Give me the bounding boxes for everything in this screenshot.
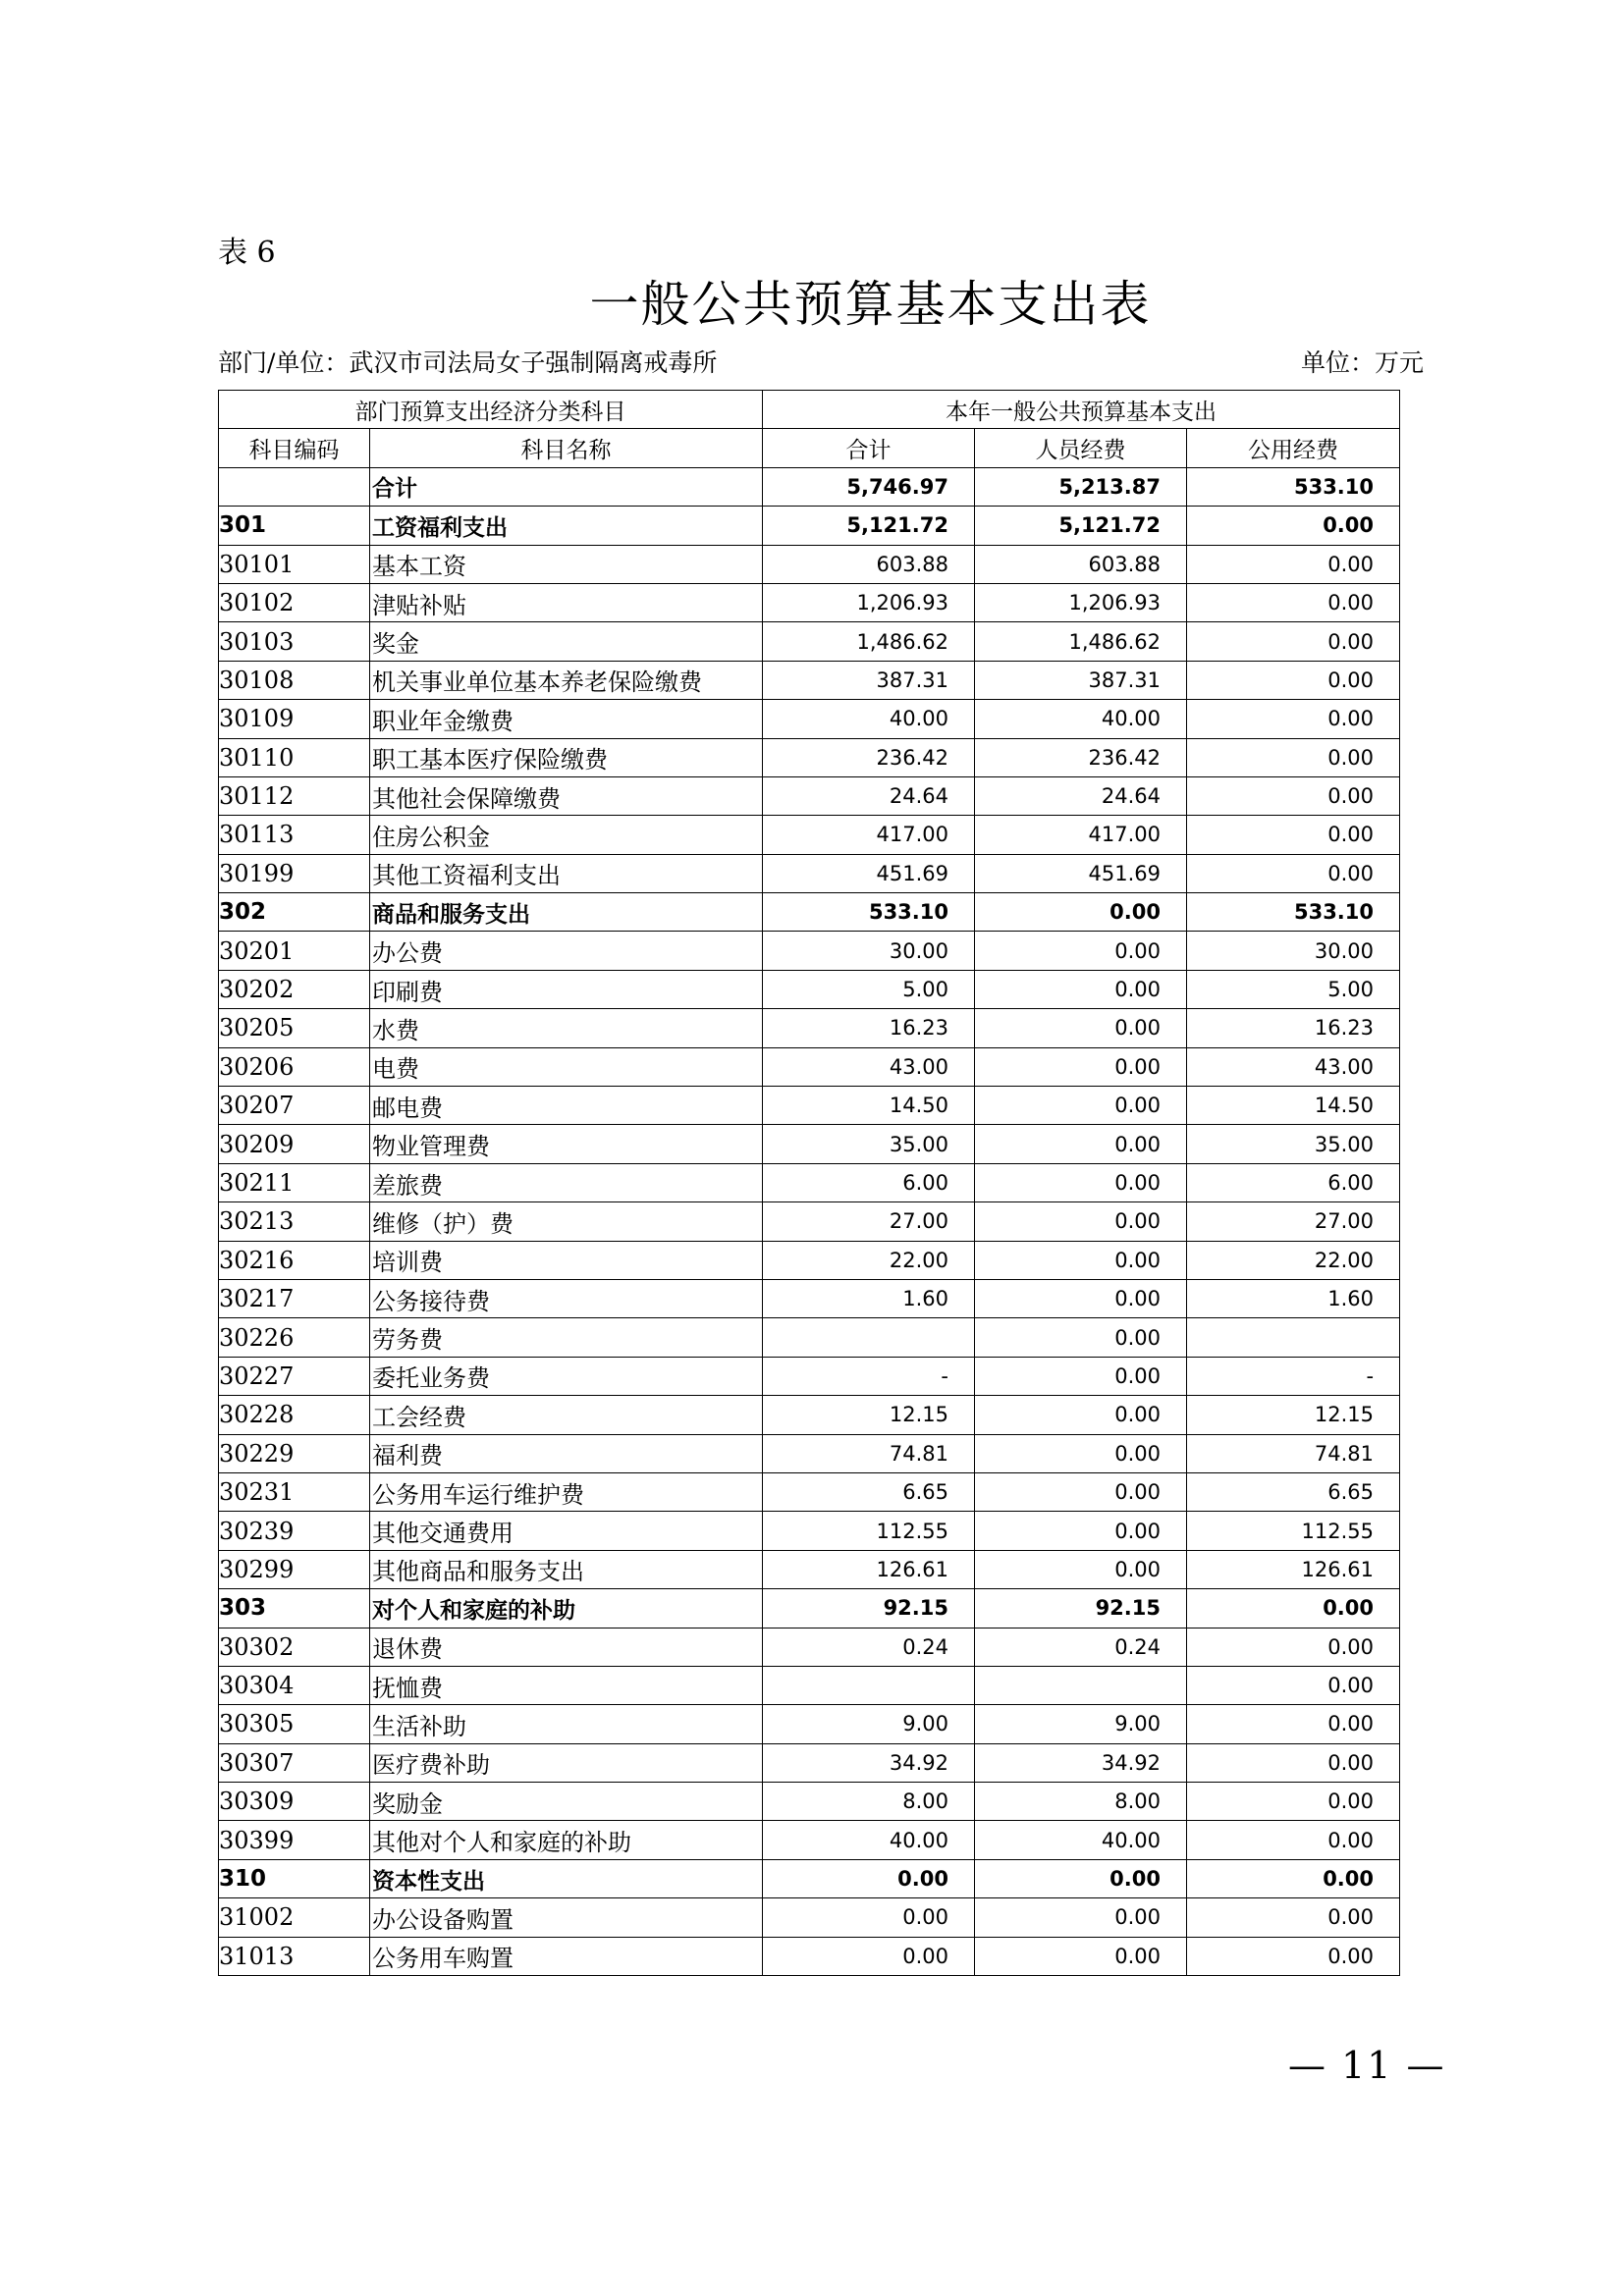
cell-personnel: 34.92	[975, 1743, 1187, 1782]
table-row	[219, 1666, 1400, 1704]
table-row	[219, 661, 1400, 699]
cell-total: 22.00	[763, 1241, 975, 1279]
cell-personnel: 236.42	[975, 738, 1187, 776]
table-row	[219, 1279, 1400, 1317]
table-row	[219, 1009, 1400, 1047]
cell-total: 112.55	[763, 1512, 975, 1550]
cell-code: 30209	[219, 1125, 370, 1163]
cell-personnel: 0.00	[975, 1434, 1187, 1472]
cell-name: 印刷费	[370, 970, 763, 1008]
cell-public: 112.55	[1187, 1512, 1400, 1550]
cell-personnel: 0.00	[975, 1318, 1187, 1357]
cell-public: 0.00	[1187, 1628, 1400, 1666]
cell-name: 住房公积金	[370, 816, 763, 854]
cell-code: 30217	[219, 1279, 370, 1317]
page-number: — 11 —	[1288, 2044, 1446, 2087]
cell-total: 30.00	[763, 932, 975, 970]
cell-personnel: 0.00	[975, 1241, 1187, 1279]
unit-label: 单位：万元	[1300, 348, 1424, 377]
cell-total: 74.81	[763, 1434, 975, 1472]
cell-code: 30309	[219, 1783, 370, 1821]
cell-code: 30216	[219, 1241, 370, 1279]
cell-personnel: 0.00	[975, 1125, 1187, 1163]
cell-public: 533.10	[1187, 893, 1400, 932]
cell-personnel: 0.00	[975, 1047, 1187, 1086]
cell-name: 抚恤费	[370, 1666, 763, 1704]
cell-code: 30226	[219, 1318, 370, 1357]
cell-personnel: 0.00	[975, 1550, 1187, 1588]
cell-public: 43.00	[1187, 1047, 1400, 1086]
budget-table	[218, 390, 1400, 1976]
cell-name: 水费	[370, 1009, 763, 1047]
cell-public: 0.00	[1187, 507, 1400, 545]
cell-personnel: 9.00	[975, 1705, 1187, 1743]
cell-name: 邮电费	[370, 1087, 763, 1125]
table-row	[219, 545, 1400, 583]
cell-public: 12.15	[1187, 1396, 1400, 1434]
cell-name: 工资福利支出	[370, 507, 763, 545]
cell-total: 27.00	[763, 1202, 975, 1241]
cell-public: 27.00	[1187, 1202, 1400, 1241]
cell-code: 30231	[219, 1472, 370, 1511]
cell-total	[763, 1318, 975, 1357]
cell-personnel: 0.00	[975, 1396, 1187, 1434]
table-row	[219, 1512, 1400, 1550]
cell-personnel: 24.64	[975, 776, 1187, 815]
cell-personnel: 1,486.62	[975, 622, 1187, 661]
cell-name: 职业年金缴费	[370, 700, 763, 738]
cell-total: 451.69	[763, 854, 975, 892]
cell-name: 职工基本医疗保险缴费	[370, 738, 763, 776]
cell-code: 30113	[219, 816, 370, 854]
cell-public: 0.00	[1187, 1859, 1400, 1897]
cell-personnel: 0.00	[975, 1009, 1187, 1047]
table-row	[219, 816, 1400, 854]
cell-total: 5,746.97	[763, 467, 975, 506]
cell-code: 30108	[219, 661, 370, 699]
header-column-row	[219, 429, 1400, 467]
cell-public: 0.00	[1187, 776, 1400, 815]
cell-name: 奖励金	[370, 1783, 763, 1821]
table-row	[219, 1898, 1400, 1937]
table-row	[219, 738, 1400, 776]
cell-total: 0.00	[763, 1859, 975, 1897]
cell-total: 533.10	[763, 893, 975, 932]
cell-public: 0.00	[1187, 738, 1400, 776]
cell-total: 0.24	[763, 1628, 975, 1666]
cell-total: 92.15	[763, 1589, 975, 1628]
cell-code: 30239	[219, 1512, 370, 1550]
cell-personnel: 417.00	[975, 816, 1187, 854]
cell-total: 12.15	[763, 1396, 975, 1434]
cell-name: 医疗费补助	[370, 1743, 763, 1782]
cell-code: 30103	[219, 622, 370, 661]
cell-name: 奖金	[370, 622, 763, 661]
table-row	[219, 1087, 1400, 1125]
cell-code: 301	[219, 507, 370, 545]
table-row	[219, 1163, 1400, 1201]
cell-total: 24.64	[763, 776, 975, 815]
cell-code: 30229	[219, 1434, 370, 1472]
cell-personnel: 603.88	[975, 545, 1187, 583]
cell-name: 公务用车购置	[370, 1937, 763, 1975]
cell-public: 0.00	[1187, 1783, 1400, 1821]
cell-code: 31013	[219, 1937, 370, 1975]
cell-code: 30199	[219, 854, 370, 892]
cell-name: 物业管理费	[370, 1125, 763, 1163]
table-row	[219, 1472, 1400, 1511]
cell-name: 委托业务费	[370, 1357, 763, 1395]
cell-total: 387.31	[763, 661, 975, 699]
cell-code: 30102	[219, 583, 370, 621]
cell-total: 6.65	[763, 1472, 975, 1511]
cell-code: 31002	[219, 1898, 370, 1937]
cell-public: 0.00	[1187, 1898, 1400, 1937]
table-row	[219, 467, 1400, 506]
table-row	[219, 1357, 1400, 1395]
cell-code: 30399	[219, 1821, 370, 1859]
cell-name: 其他社会保障缴费	[370, 776, 763, 815]
cell-public: 6.00	[1187, 1163, 1400, 1201]
cell-personnel: 0.00	[975, 970, 1187, 1008]
table-row	[219, 932, 1400, 970]
cell-code: 30302	[219, 1628, 370, 1666]
cell-public: 14.50	[1187, 1087, 1400, 1125]
header-personnel: 人员经费	[975, 429, 1187, 467]
cell-public: 0.00	[1187, 1937, 1400, 1975]
cell-name: 其他交通费用	[370, 1512, 763, 1550]
cell-name: 合计	[370, 467, 763, 506]
header-group-row	[219, 391, 1400, 429]
cell-total: 8.00	[763, 1783, 975, 1821]
cell-personnel: 0.00	[975, 1472, 1187, 1511]
table-body	[219, 467, 1400, 1975]
table-row	[219, 1125, 1400, 1163]
cell-total	[763, 1666, 975, 1704]
cell-code: 30211	[219, 1163, 370, 1201]
table-row	[219, 1743, 1400, 1782]
cell-total: 40.00	[763, 1821, 975, 1859]
page-title-text: 一般公共预算基本支出表	[589, 276, 1152, 333]
cell-personnel: 0.00	[975, 893, 1187, 932]
cell-total: 14.50	[763, 1087, 975, 1125]
cell-public: 0.00	[1187, 583, 1400, 621]
cell-total: 1,206.93	[763, 583, 975, 621]
cell-name: 津贴补贴	[370, 583, 763, 621]
table-row	[219, 776, 1400, 815]
cell-personnel: 0.00	[975, 1859, 1187, 1897]
cell-name: 其他对个人和家庭的补助	[370, 1821, 763, 1859]
cell-name: 资本性支出	[370, 1859, 763, 1897]
cell-name: 公务用车运行维护费	[370, 1472, 763, 1511]
cell-public: 16.23	[1187, 1009, 1400, 1047]
table-row	[219, 700, 1400, 738]
cell-code: 30205	[219, 1009, 370, 1047]
cell-total: 43.00	[763, 1047, 975, 1086]
cell-personnel	[975, 1666, 1187, 1704]
cell-name: 机关事业单位基本养老保险缴费	[370, 661, 763, 699]
cell-public: 35.00	[1187, 1125, 1400, 1163]
cell-public: 1.60	[1187, 1279, 1400, 1317]
cell-public: 0.00	[1187, 1821, 1400, 1859]
page-title	[0, 265, 1623, 336]
cell-code: 30206	[219, 1047, 370, 1086]
cell-total: 34.92	[763, 1743, 975, 1782]
cell-name: 基本工资	[370, 545, 763, 583]
cell-personnel: 1,206.93	[975, 583, 1187, 621]
cell-personnel: 0.00	[975, 1512, 1187, 1550]
table-row	[219, 970, 1400, 1008]
cell-total: 40.00	[763, 700, 975, 738]
cell-total: 126.61	[763, 1550, 975, 1588]
cell-code: 30227	[219, 1357, 370, 1395]
cell-personnel: 387.31	[975, 661, 1187, 699]
header-code: 科目编码	[219, 429, 370, 467]
table-row	[219, 1202, 1400, 1241]
cell-name: 电费	[370, 1047, 763, 1086]
cell-personnel: 0.00	[975, 1937, 1187, 1975]
cell-code: 310	[219, 1859, 370, 1897]
cell-name: 退休费	[370, 1628, 763, 1666]
cell-total: 16.23	[763, 1009, 975, 1047]
table-row	[219, 622, 1400, 661]
table-row	[219, 1318, 1400, 1357]
table-row	[219, 1550, 1400, 1588]
cell-code: 30305	[219, 1705, 370, 1743]
department-label: 部门/单位：武汉市司法局女子强制隔离戒毒所	[218, 348, 718, 377]
cell-name: 培训费	[370, 1241, 763, 1279]
cell-name: 差旅费	[370, 1163, 763, 1201]
cell-personnel: 0.00	[975, 1357, 1187, 1395]
cell-personnel: 8.00	[975, 1783, 1187, 1821]
cell-code: 30304	[219, 1666, 370, 1704]
cell-code: 30101	[219, 545, 370, 583]
cell-code: 30112	[219, 776, 370, 815]
cell-code: 303	[219, 1589, 370, 1628]
cell-code: 302	[219, 893, 370, 932]
cell-public: 0.00	[1187, 816, 1400, 854]
cell-name: 其他工资福利支出	[370, 854, 763, 892]
cell-personnel: 40.00	[975, 1821, 1187, 1859]
cell-public: 533.10	[1187, 467, 1400, 506]
cell-name: 办公设备购置	[370, 1898, 763, 1937]
cell-public: 0.00	[1187, 1589, 1400, 1628]
cell-name: 对个人和家庭的补助	[370, 1589, 763, 1628]
header-name: 科目名称	[370, 429, 763, 467]
cell-personnel: 5,213.87	[975, 467, 1187, 506]
table-row	[219, 1937, 1400, 1975]
header-total: 合计	[763, 429, 975, 467]
cell-personnel: 451.69	[975, 854, 1187, 892]
cell-public	[1187, 1318, 1400, 1357]
cell-code: 30299	[219, 1550, 370, 1588]
cell-public: 0.00	[1187, 700, 1400, 738]
cell-total: 417.00	[763, 816, 975, 854]
cell-total: 5,121.72	[763, 507, 975, 545]
table-row	[219, 1241, 1400, 1279]
table-row	[219, 893, 1400, 932]
cell-personnel: 0.00	[975, 1202, 1187, 1241]
cell-public: 6.65	[1187, 1472, 1400, 1511]
cell-personnel: 92.15	[975, 1589, 1187, 1628]
cell-total: 603.88	[763, 545, 975, 583]
cell-total: 236.42	[763, 738, 975, 776]
cell-code: 30213	[219, 1202, 370, 1241]
cell-public: 0.00	[1187, 622, 1400, 661]
cell-personnel: 0.00	[975, 1087, 1187, 1125]
cell-public: 0.00	[1187, 1666, 1400, 1704]
cell-total: 35.00	[763, 1125, 975, 1163]
table-row	[219, 1859, 1400, 1897]
cell-total: 0.00	[763, 1937, 975, 1975]
cell-personnel: 40.00	[975, 700, 1187, 738]
cell-total: 9.00	[763, 1705, 975, 1743]
cell-total: 0.00	[763, 1898, 975, 1937]
cell-personnel: 0.00	[975, 1898, 1187, 1937]
table-row	[219, 1705, 1400, 1743]
table-row	[219, 1396, 1400, 1434]
table-row	[219, 1047, 1400, 1086]
cell-name: 公务接待费	[370, 1279, 763, 1317]
table-row	[219, 1589, 1400, 1628]
header-group-left: 部门预算支出经济分类科目	[219, 391, 763, 429]
cell-personnel: 0.24	[975, 1628, 1187, 1666]
cell-total: 1.60	[763, 1279, 975, 1317]
cell-public: 30.00	[1187, 932, 1400, 970]
cell-personnel: 0.00	[975, 1279, 1187, 1317]
cell-total: 6.00	[763, 1163, 975, 1201]
cell-code	[219, 467, 370, 506]
cell-public: 22.00	[1187, 1241, 1400, 1279]
cell-public: 5.00	[1187, 970, 1400, 1008]
table-label: 表 6	[218, 236, 276, 270]
cell-name: 维修（护）费	[370, 1202, 763, 1241]
cell-public: 0.00	[1187, 1705, 1400, 1743]
cell-total: -	[763, 1357, 975, 1395]
cell-code: 30207	[219, 1087, 370, 1125]
cell-name: 其他商品和服务支出	[370, 1550, 763, 1588]
cell-public: 74.81	[1187, 1434, 1400, 1472]
cell-code: 30109	[219, 700, 370, 738]
cell-name: 劳务费	[370, 1318, 763, 1357]
cell-name: 办公费	[370, 932, 763, 970]
cell-public: 0.00	[1187, 854, 1400, 892]
table-row	[219, 854, 1400, 892]
cell-personnel: 0.00	[975, 1163, 1187, 1201]
cell-public: 126.61	[1187, 1550, 1400, 1588]
header-group-right: 本年一般公共预算基本支出	[763, 391, 1400, 429]
cell-public: -	[1187, 1357, 1400, 1395]
cell-public: 0.00	[1187, 545, 1400, 583]
header-public: 公用经费	[1187, 429, 1400, 467]
cell-total: 5.00	[763, 970, 975, 1008]
table-row	[219, 1628, 1400, 1666]
cell-name: 福利费	[370, 1434, 763, 1472]
cell-code: 30228	[219, 1396, 370, 1434]
cell-code: 30307	[219, 1743, 370, 1782]
cell-personnel: 5,121.72	[975, 507, 1187, 545]
cell-code: 30110	[219, 738, 370, 776]
cell-name: 商品和服务支出	[370, 893, 763, 932]
cell-public: 0.00	[1187, 1743, 1400, 1782]
table-row	[219, 507, 1400, 545]
cell-code: 30201	[219, 932, 370, 970]
table-row	[219, 1783, 1400, 1821]
table-row	[219, 1821, 1400, 1859]
cell-personnel: 0.00	[975, 932, 1187, 970]
table-row	[219, 1434, 1400, 1472]
cell-name: 生活补助	[370, 1705, 763, 1743]
cell-public: 0.00	[1187, 661, 1400, 699]
cell-total: 1,486.62	[763, 622, 975, 661]
table-row	[219, 583, 1400, 621]
cell-code: 30202	[219, 970, 370, 1008]
cell-name: 工会经费	[370, 1396, 763, 1434]
